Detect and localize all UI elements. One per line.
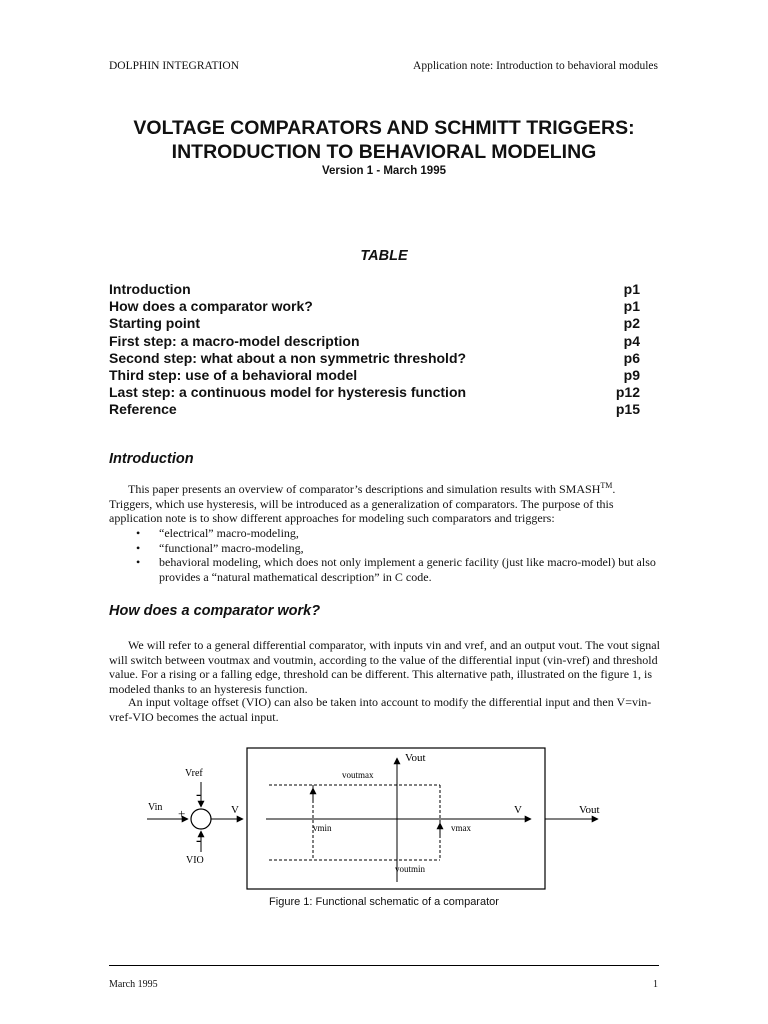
intro-text-a: This paper presents an overview of comparator’s descriptions and simulation results with SMASH [128,482,601,496]
vout-output-label: Vout [579,804,600,816]
title-line-2: INTRODUCTION TO BEHAVIORAL MODELING [171,141,597,163]
list-item [136,526,664,541]
list-item [136,555,664,584]
vout-axis-label: Vout [405,752,426,764]
toc-label: Reference [109,401,177,418]
list-item [136,541,664,556]
toc-label: Last step: a continuous model for hysteresis function [109,384,467,401]
toc-label: Starting point [109,315,200,332]
bullet-icon: • [136,540,141,555]
output-levels [269,785,440,860]
title-line-1: VOLTAGE COMPARATORS AND SCHMITT TRIGGERS: [133,117,635,139]
toc-row [109,401,640,418]
comparator-text-2: An input voltage offset (VIO) can also be taken into account to modify the differential input and then V=vin-vref-VIO becomes the actual input. [109,695,652,724]
list-item-text: “functional” macro-modeling, [159,540,304,555]
minus-top-sign: - [196,787,201,803]
vin-label: Vin [148,802,163,813]
toc-row [109,350,640,367]
toc-label: Introduction [109,281,191,297]
version-line: Version 1 - March 1995 [321,165,446,177]
vref-label: Vref [185,768,203,779]
toc-page: p6 [623,349,640,366]
bullet-icon: • [136,526,141,540]
toc-page: p15 [615,401,640,418]
footer-divider [109,965,659,966]
trademark-mark: TM [600,481,613,490]
approach-list [136,526,664,584]
table-of-contents [109,281,640,419]
toc-row [109,315,640,332]
bullet-icon: • [136,555,141,570]
toc-row [109,367,640,384]
summing-node-icon [191,809,211,829]
toc-label: Third step: use of a behavioral model [109,367,358,384]
footer-date: March 1995 [109,979,158,990]
toc-row [109,384,640,401]
toc-page: p1 [623,281,640,297]
toc-page: p2 [623,315,640,332]
section-heading-introduction: Introduction [109,451,194,467]
minus-bottom-sign: - [196,833,201,849]
voutmin-label: voutmin [395,864,426,874]
toc-row [109,298,640,315]
comparator-paragraph-2 [109,695,661,724]
header-right: Application note: Introduction to behavioral modules [413,60,658,72]
plus-sign: + [178,806,186,821]
page-number: 1 [653,979,658,990]
intro-text-b: . Triggers, which use hysteresis, will be introduced as a generalization of comparators. The purpose of this application note is to show different approaches for modeling such comparators and triggers: [109,482,616,526]
voutmax-label: voutmax [342,770,374,780]
vmin-label: vmin [313,823,332,833]
v-axis-label: V [514,804,522,816]
figure-caption: Figure 1: Functional schematic of a comparator [269,896,499,908]
toc-page: p9 [623,367,640,384]
vio-label: VIO [186,855,204,866]
comparator-paragraph-1 [109,638,661,696]
list-item-text: behavioral modeling, which does not only implement a generic facility (just like macro-model) but also provides a “natural mathematical description” in C code. [159,555,656,584]
comparator-text-1: We will refer to a general differential comparator, with inputs vin and vref, and an output vout. The vout signal will switch between voutmax and voutmin, according to the value of the differential input (vin-vref) and threshold value. For a rising or a falling edge, threshold can be different. This alternative path, illustrated on the figure 1, is modeled thanks to an hysteresis function. [109,638,660,696]
toc-row [109,333,640,350]
introduction-paragraph [109,482,661,526]
hysteresis-box [247,748,545,889]
section-heading-comparator: How does a comparator work? [109,603,321,619]
toc-page: p4 [623,332,640,349]
toc-heading: TABLE [360,248,408,264]
toc-label: Second step: what about a non symmetric threshold? [109,349,467,366]
toc-label: How does a comparator work? [109,298,313,315]
toc-row [109,281,640,298]
page-title [0,116,768,164]
toc-page: p1 [623,298,640,315]
toc-page: p12 [615,384,640,401]
v-input-label: V [231,804,239,816]
list-item-text: “electrical” macro-modeling, [159,526,299,540]
header-left: DOLPHIN INTEGRATION [109,60,239,72]
vmax-label: vmax [451,823,471,833]
toc-label: First step: a macro-model description [109,332,360,349]
